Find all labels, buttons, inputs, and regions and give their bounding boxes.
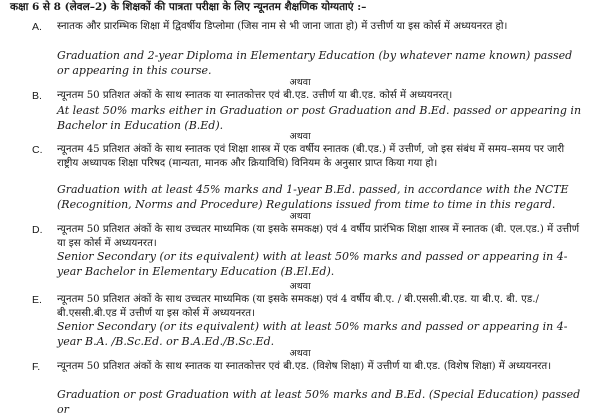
option-hindi-text: न्यूनतम 50 प्रतिशत अंकों के साथ उच्चतर माध्यमिक (या इसके समकक्ष) एवं 4 वर्षीय बी.ए. / बी.एससी.बी.एड. या बी.ए. बी. एड./बी.एससी.बी.एड में उत्तीर्ण या इस कोर्स में अध्ययनरत। bbox=[57, 294, 539, 319]
option-hindi-text: न्यूनतम 50 प्रतिशत अंकों के साथ स्नातक या स्नातकोत्तर एवं बी.एड. (विशेष शिक्षा) में उत्तीर्ण या बी.एड. (विशेष शिक्षा) में अध्ययनरत। bbox=[57, 361, 552, 372]
option-english-text: Graduation and 2-year Diploma in Elementary Education (by whatever name known) passed or appearing in this course. bbox=[57, 49, 573, 77]
option-letter: E. bbox=[32, 294, 42, 306]
option-english-text: Graduation or post Graduation with at least 50% marks and B.Ed. (Special Education) passed or bbox=[57, 388, 581, 416]
or-separator: अथवा bbox=[289, 348, 311, 359]
or-separator: अथवा bbox=[289, 211, 311, 222]
option-letter: F. bbox=[32, 361, 41, 373]
option-english-text: Graduation with at least 45% marks and 1-year B.Ed. passed, in accordance with the NCTE (Recognition, Norms and Procedure) Regulations issued from time to time in this regard. bbox=[57, 183, 569, 211]
or-separator: अथवा bbox=[289, 281, 311, 292]
option-english-text: Senior Secondary (or its equivalent) with at least 50% marks and passed or appearing in 4-year B.A. /B.Sc.Ed. or B.A.Ed./B.Sc.Ed. bbox=[57, 320, 568, 348]
section-heading: कक्षा 6 से 8 (लेवल–2) के शिक्षकों की पात्रता परीक्षा के लिए न्यूनतम शैक्षणिक योग्यताएं :– bbox=[10, 1, 367, 13]
option-hindi-text: न्यूनतम 45 प्रतिशत अंकों के साथ स्नातक एवं शिक्षा शास्त्र में एक वर्षीय स्नातक (बी.एड.) में उत्तीर्ण, जो इस संबंध में समय–समय पर जारी राष्ट्रीय अध्यापक शिक्षा परिषद (मान्यता, मानक और क्रियाविधि) विनियम के अनुसार प्राप्त किया गया हो। bbox=[57, 144, 565, 169]
option-english-text: Senior Secondary (or its equivalent) with at least 50% marks and passed or appearing in 4-year Bachelor in Elementary Education (B.El.Ed). bbox=[57, 250, 568, 278]
option-hindi-text: न्यूनतम 50 प्रतिशत अंकों के साथ उच्चतर माध्यमिक (या इसके समकक्ष) एवं 4 वर्षीय प्रारंभिक शिक्षा शास्त्र में स्नातक (बी. एल.एड.) में उत्तीर्ण या इस कोर्स में अध्ययनरत। bbox=[57, 224, 580, 249]
or-separator: अथवा bbox=[289, 131, 311, 142]
option-hindi-text: न्यूनतम 50 प्रतिशत अंकों के साथ स्नातक या स्नातकोत्तर एवं बी.एड. उत्तीर्ण या बी.एड. कोर्स में अध्ययनरत्। bbox=[57, 90, 453, 101]
option-letter: C. bbox=[32, 144, 43, 156]
option-hindi-text: स्नातक और प्रारम्भिक शिक्षा में द्विवर्षीय डिप्लोमा (जिस नाम से भी जाना जाता हो) में उत्तीर्ण या इस कोर्स में अध्ययनरत हो। bbox=[57, 21, 508, 32]
option-letter: D. bbox=[32, 224, 43, 236]
option-letter: B. bbox=[32, 90, 42, 102]
or-separator: अथवा bbox=[289, 77, 311, 88]
option-letter: A. bbox=[32, 21, 42, 33]
option-english-text: At least 50% marks either in Graduation or post Graduation and B.Ed. passed or appearing in Bachelor in Education (B.Ed). bbox=[57, 104, 582, 132]
